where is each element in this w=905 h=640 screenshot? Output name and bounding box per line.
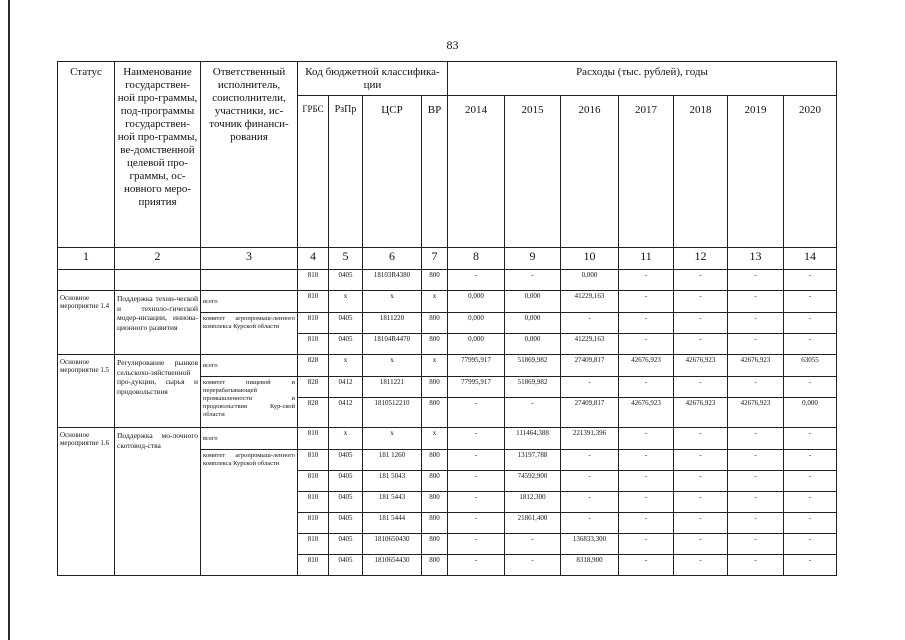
responsible-cell: комитет пищевой и перерабатывающей промышленности и продовольствия Кур-ской области [201, 377, 298, 428]
cell-y2016: - [561, 492, 619, 513]
cell-y2014: 0,000 [448, 291, 505, 313]
cell-y2014: 77995,917 [448, 377, 505, 398]
column-index-row [58, 248, 837, 270]
cell-rzpr: 0405 [329, 471, 363, 492]
cell-y2014: 0,000 [448, 313, 505, 334]
cell-y2017: - [619, 492, 674, 513]
cell-csr: 1811221 [363, 377, 422, 398]
index-cell: 6 [363, 248, 422, 270]
cell-y2017: - [619, 513, 674, 534]
index-cell: 7 [422, 248, 448, 270]
cell-grbs: 810 [298, 428, 329, 450]
budget-table [57, 61, 837, 576]
cell-y2016: 27409,817 [561, 355, 619, 377]
cell-y2014: - [448, 492, 505, 513]
cell-rzpr: x [329, 428, 363, 450]
index-cell: 9 [505, 248, 561, 270]
index-cell: 8 [448, 248, 505, 270]
cell-grbs: 810 [298, 492, 329, 513]
cell-y2016: - [561, 471, 619, 492]
cell-vr: 800 [422, 450, 448, 471]
cell-y2016: 0,000 [561, 270, 619, 291]
cell-csr: 181 5444 [363, 513, 422, 534]
cell-rzpr: 0405 [329, 313, 363, 334]
cell-y2019: - [728, 270, 784, 291]
cell-y2018: - [674, 513, 728, 534]
cell-y2016: - [561, 313, 619, 334]
cell-vr: x [422, 428, 448, 450]
cell-y2017: - [619, 555, 674, 576]
cell-y2018: - [674, 555, 728, 576]
status-cell: Основное мероприятие 1.5 [58, 355, 115, 428]
cell-y2019: - [728, 377, 784, 398]
cell-grbs: 810 [298, 555, 329, 576]
program-name-cell: Регулирование рынков сельскохо-зяйственной про-дукции, сырья и продовольствия [115, 355, 201, 428]
table-row [58, 355, 837, 377]
responsible-cell: комитет агропромыш-ленного комплекса Курской области [201, 450, 298, 576]
cell-y2018: 42676,923 [674, 398, 728, 428]
cell-grbs: 810 [298, 334, 329, 355]
header-year-2019: 2019 [728, 96, 784, 248]
header-responsible: Ответственный исполнитель, соисполнители, участники, ис-точник финанси-рования [201, 62, 298, 248]
cell-vr: 800 [422, 471, 448, 492]
cell-y2015: - [505, 555, 561, 576]
cell-rzpr: 0412 [329, 377, 363, 398]
cell-y2014: - [448, 534, 505, 555]
header-kbk: Код бюджетной классифика-ции [298, 62, 448, 96]
cell-y2016: - [561, 513, 619, 534]
cell-y2017: - [619, 471, 674, 492]
index-cell: 2 [115, 248, 201, 270]
header-year-2014: 2014 [448, 96, 505, 248]
cell-vr: x [422, 291, 448, 313]
index-cell: 10 [561, 248, 619, 270]
cell-y2015: 13197,788 [505, 450, 561, 471]
table-row [58, 428, 837, 450]
cell-y2016: 221391,396 [561, 428, 619, 450]
cell-y2015: 111464,388 [505, 428, 561, 450]
status-cell: Основное мероприятие 1.6 [58, 428, 115, 576]
cell-y2015: - [505, 398, 561, 428]
cell-y2015: 1812,300 [505, 492, 561, 513]
cell-y2019: - [728, 471, 784, 492]
responsible-cell: всего [201, 291, 298, 313]
cell-y2016: - [561, 377, 619, 398]
program-name-cell: Поддержка техни-ческой и техноло-гической модер-низации, иннова-ционного развития [115, 291, 201, 355]
cell-y2020: 63055 [784, 355, 837, 377]
cell-y2014: - [448, 270, 505, 291]
cell-y2019: - [728, 313, 784, 334]
cell-y2020: - [784, 428, 837, 450]
cell-y2018: - [674, 377, 728, 398]
cell-y2020: - [784, 377, 837, 398]
cell-vr: 800 [422, 334, 448, 355]
cell-vr: 800 [422, 534, 448, 555]
header-expenses: Расходы (тыс. рублей), годы [448, 62, 837, 96]
cell-csr: x [363, 428, 422, 450]
cell-y2017: - [619, 450, 674, 471]
cell-y2017: - [619, 334, 674, 355]
cell-vr: 800 [422, 313, 448, 334]
cell-csr: 1811220 [363, 313, 422, 334]
cell-y2015: - [505, 534, 561, 555]
cell-y2014: - [448, 450, 505, 471]
cell-y2016: 8318,900 [561, 555, 619, 576]
cell-grbs: 810 [298, 291, 329, 313]
cell-y2020: - [784, 492, 837, 513]
cell-y2019: - [728, 555, 784, 576]
cell-grbs: 810 [298, 534, 329, 555]
cell-y2018: - [674, 450, 728, 471]
cell-y2019: - [728, 334, 784, 355]
cell-y2017: - [619, 377, 674, 398]
cell-rzpr: 0405 [329, 334, 363, 355]
cell-y2014: - [448, 513, 505, 534]
cell-y2020: - [784, 291, 837, 313]
cell-y2015: 51869,982 [505, 355, 561, 377]
cell-grbs: 828 [298, 377, 329, 398]
cell-vr: 800 [422, 555, 448, 576]
cell-y2015: 51869,982 [505, 377, 561, 398]
cell-y2019: - [728, 291, 784, 313]
cell-y2016: - [561, 450, 619, 471]
cell-vr: 800 [422, 377, 448, 398]
cell-rzpr: 0405 [329, 270, 363, 291]
header-year-2016: 2016 [561, 96, 619, 248]
header-year-2020: 2020 [784, 96, 837, 248]
cell-csr: 1810654430 [363, 555, 422, 576]
cell-grbs: 810 [298, 313, 329, 334]
cell-csr: 1810512210 [363, 398, 422, 428]
cell-y2015: 0,000 [505, 313, 561, 334]
cell-y2019: - [728, 428, 784, 450]
header-year-2015: 2015 [505, 96, 561, 248]
cell-y2017: 42676,923 [619, 355, 674, 377]
cell-vr: 800 [422, 492, 448, 513]
table-row [58, 291, 837, 313]
index-cell: 1 [58, 248, 115, 270]
header-status: Статус [58, 62, 115, 248]
cell-y2015: 0,000 [505, 334, 561, 355]
cell-rzpr: x [329, 291, 363, 313]
cell-rzpr: 0405 [329, 513, 363, 534]
cell-vr: 800 [422, 398, 448, 428]
cell-grbs: 810 [298, 450, 329, 471]
cell-y2014: - [448, 555, 505, 576]
cell-y2014: 0,000 [448, 334, 505, 355]
header-vr: ВР [422, 96, 448, 248]
cell-vr: x [422, 355, 448, 377]
cell-y2015: 21861,400 [505, 513, 561, 534]
cell-y2016: 27409,817 [561, 398, 619, 428]
table-row [58, 270, 837, 291]
cell-y2019: 42676,923 [728, 398, 784, 428]
cell-y2017: - [619, 270, 674, 291]
cell-y2020: - [784, 555, 837, 576]
cell-y2018: - [674, 291, 728, 313]
cell-grbs: 810 [298, 270, 329, 291]
empty-cell [115, 270, 201, 291]
cell-y2017: - [619, 428, 674, 450]
cell-y2020: - [784, 450, 837, 471]
cell-y2015: 74592,900 [505, 471, 561, 492]
cell-csr: 181 5043 [363, 471, 422, 492]
cell-y2016: 136833,300 [561, 534, 619, 555]
cell-rzpr: 0405 [329, 534, 363, 555]
cell-rzpr: 0405 [329, 492, 363, 513]
cell-vr: 800 [422, 513, 448, 534]
cell-y2017: - [619, 313, 674, 334]
cell-rzpr: 0412 [329, 398, 363, 428]
cell-csr: x [363, 291, 422, 313]
cell-y2019: - [728, 450, 784, 471]
cell-y2020: - [784, 471, 837, 492]
index-cell: 13 [728, 248, 784, 270]
page-edge-line [8, 0, 10, 640]
cell-rzpr: 0405 [329, 555, 363, 576]
empty-cell [201, 270, 298, 291]
empty-cell [58, 270, 115, 291]
header-csr: ЦСР [363, 96, 422, 248]
cell-y2018: - [674, 471, 728, 492]
index-cell: 14 [784, 248, 837, 270]
cell-y2020: - [784, 334, 837, 355]
cell-y2015: 0,000 [505, 291, 561, 313]
header-grbs: ГРБС [298, 96, 329, 248]
cell-y2016: 41229,163 [561, 334, 619, 355]
index-cell: 4 [298, 248, 329, 270]
cell-y2018: - [674, 270, 728, 291]
page-number: 83 [446, 38, 459, 52]
cell-y2018: 42676,923 [674, 355, 728, 377]
cell-y2020: 0,000 [784, 398, 837, 428]
cell-grbs: 810 [298, 471, 329, 492]
cell-y2019: - [728, 513, 784, 534]
header-row [58, 62, 837, 96]
cell-y2017: - [619, 291, 674, 313]
index-cell: 12 [674, 248, 728, 270]
cell-y2018: - [674, 313, 728, 334]
cell-csr: 18104R4470 [363, 334, 422, 355]
cell-y2020: - [784, 513, 837, 534]
responsible-cell: комитет агропромыш-ленного комплекса Курской области [201, 313, 298, 355]
cell-y2020: - [784, 534, 837, 555]
cell-grbs: 828 [298, 355, 329, 377]
cell-y2017: - [619, 534, 674, 555]
cell-y2019: - [728, 492, 784, 513]
cell-y2014: - [448, 428, 505, 450]
cell-csr: x [363, 355, 422, 377]
cell-y2019: 42676,923 [728, 355, 784, 377]
header-year-2017: 2017 [619, 96, 674, 248]
cell-csr: 181 1260 [363, 450, 422, 471]
header-rzpr: РзПр [329, 96, 363, 248]
index-cell: 3 [201, 248, 298, 270]
cell-y2020: - [784, 313, 837, 334]
cell-y2014: 77995,917 [448, 355, 505, 377]
status-cell: Основное мероприятие 1.4 [58, 291, 115, 355]
program-name-cell: Поддержка мо-лочного скотовод-ства [115, 428, 201, 576]
cell-rzpr: 0405 [329, 450, 363, 471]
responsible-cell: всего [201, 428, 298, 450]
cell-y2014: - [448, 398, 505, 428]
cell-csr: 181 5443 [363, 492, 422, 513]
header-name: Наименование государствен-ной про-граммы, под-программы государствен-ной про-граммы, ве-домственной целевой про-граммы, ос-новного меро-приятия [115, 62, 201, 248]
cell-y2016: 41229,163 [561, 291, 619, 313]
cell-y2015: - [505, 270, 561, 291]
cell-y2018: - [674, 492, 728, 513]
cell-y2014: - [448, 471, 505, 492]
cell-y2019: - [728, 534, 784, 555]
cell-y2018: - [674, 534, 728, 555]
cell-y2018: - [674, 334, 728, 355]
cell-grbs: 828 [298, 398, 329, 428]
cell-vr: 800 [422, 270, 448, 291]
cell-y2017: 42676,923 [619, 398, 674, 428]
cell-y2018: - [674, 428, 728, 450]
cell-csr: 18103R4380 [363, 270, 422, 291]
cell-y2020: - [784, 270, 837, 291]
cell-grbs: 810 [298, 513, 329, 534]
header-year-2018: 2018 [674, 96, 728, 248]
index-cell: 11 [619, 248, 674, 270]
index-cell: 5 [329, 248, 363, 270]
cell-rzpr: x [329, 355, 363, 377]
responsible-cell: всего [201, 355, 298, 377]
cell-csr: 1810650430 [363, 534, 422, 555]
